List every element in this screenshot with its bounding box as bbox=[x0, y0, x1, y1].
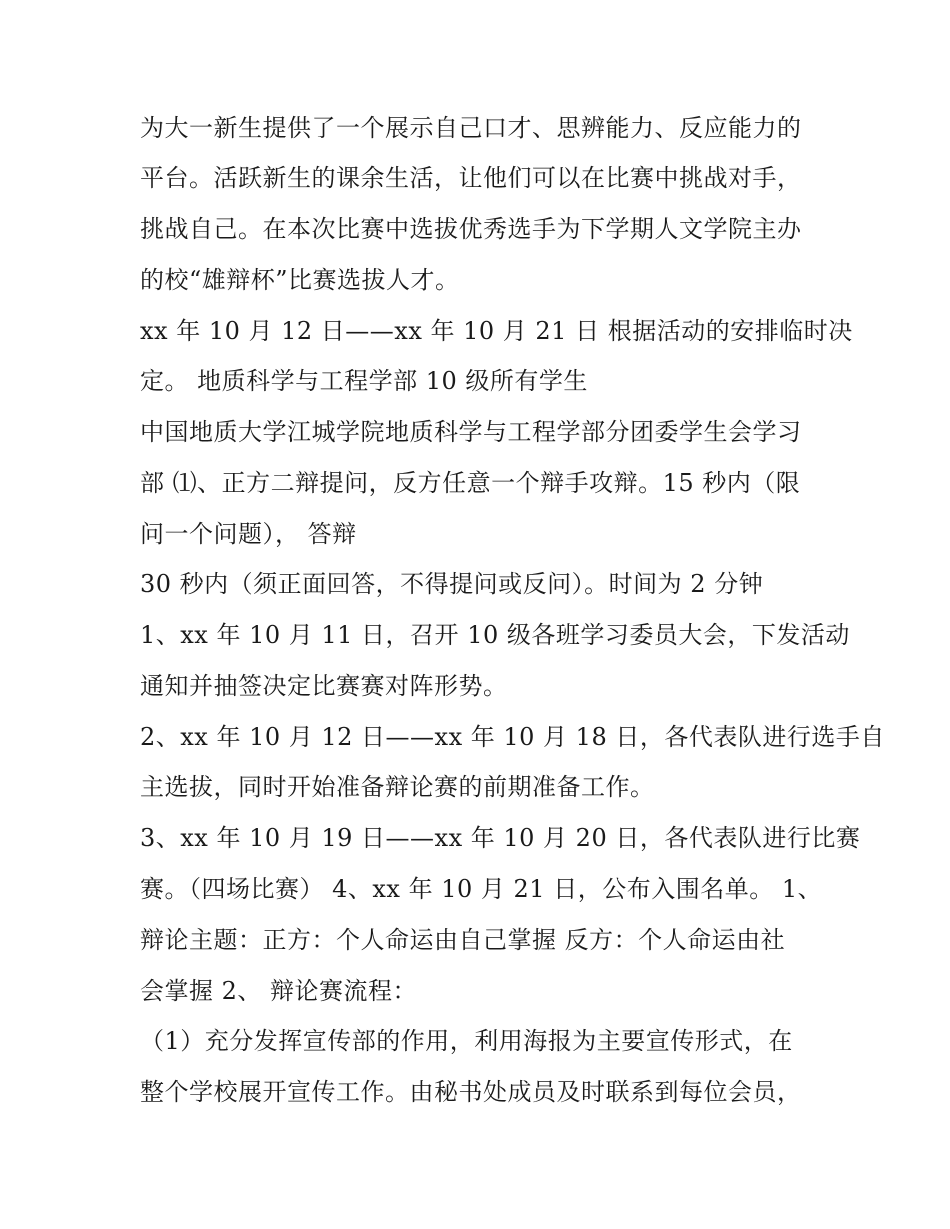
text-line: xx 年 10 月 12 日——xx 年 10 月 21 日 根据活动的安排临时决 bbox=[140, 317, 853, 345]
text-line: 辩论主题：正方：个人命运由自己掌握 反方：个人命运由社 bbox=[140, 926, 786, 954]
text-line: 问一个问题）， 答辩 bbox=[140, 520, 357, 548]
text-line: 赛。（四场比赛） 4、xx 年 10 月 21 日，公布入围名单。 1、 bbox=[140, 875, 823, 903]
text-line: 中国地质大学江城学院地质科学与工程学部分团委学生会学习 bbox=[140, 418, 802, 446]
text-line: 部 ⑴、正方二辩提问，反方任意一个辩手攻辩。15 秒内（限 bbox=[140, 469, 801, 497]
text-line: 2、xx 年 10 月 12 日——xx 年 10 月 18 日，各代表队进行选手自 bbox=[140, 723, 885, 751]
text-line: 平台。活跃新生的课余生活，让他们可以在比赛中挑战对手， bbox=[140, 164, 802, 192]
text-line: 挑战自己。在本次比赛中选拔优秀选手为下学期人文学院主办 bbox=[140, 215, 802, 243]
text-line: 1、xx 年 10 月 11 日，召开 10 级各班学习委员大会，下发活动 bbox=[140, 621, 850, 649]
text-line: （1）充分发挥宣传部的作用，利用海报为主要宣传形式，在 bbox=[140, 1027, 793, 1055]
text-line: 整个学校展开宣传工作。由秘书处成员及时联系到每位会员， bbox=[140, 1078, 802, 1106]
text-line: 主选拔，同时开始准备辩论赛的前期准备工作。 bbox=[140, 773, 655, 801]
text-line: 3、xx 年 10 月 19 日——xx 年 10 月 20 日，各代表队进行比赛 bbox=[140, 824, 861, 852]
text-line: 会掌握 2、 辩论赛流程： bbox=[140, 977, 418, 1005]
text-line: 30 秒内（须正面回答，不得提问或反问）。时间为 2 分钟 bbox=[140, 570, 764, 598]
text-line: 通知并抽签决定比赛赛对阵形势。 bbox=[140, 672, 508, 700]
text-line: 为大一新生提供了一个展示自己口才、思辨能力、反应能力的 bbox=[140, 114, 802, 142]
text-line: 定。 地质科学与工程学部 10 级所有学生 bbox=[140, 367, 588, 395]
text-line: 的校“雄辩杯”比赛选拔人才。 bbox=[140, 266, 460, 294]
